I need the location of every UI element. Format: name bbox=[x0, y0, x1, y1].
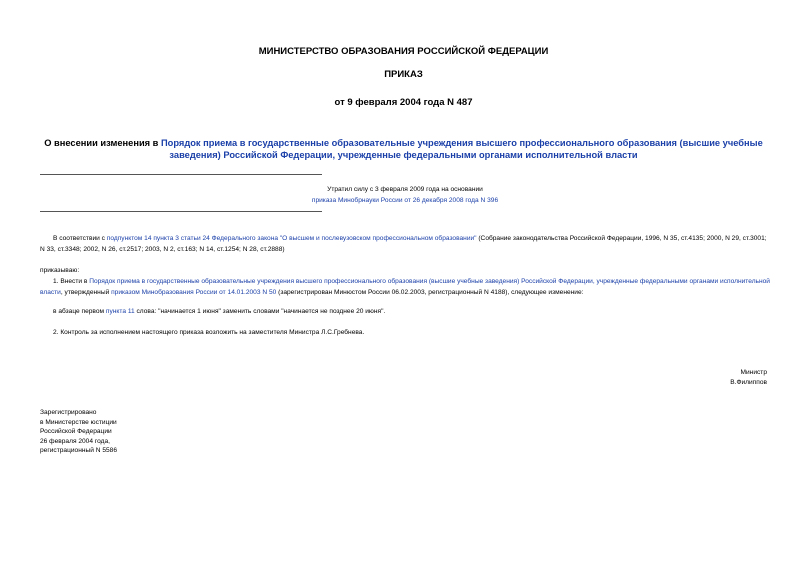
signature-block bbox=[730, 368, 767, 388]
registration-line: в Министерстве юстиции bbox=[40, 418, 117, 426]
title-link[interactable]: Порядок приема в государственные образовательные учреждения высшего профессионального образования (высшие учебные заведения) Российской Федерации, учрежденные федеральными органами исполнительной власти bbox=[160, 138, 763, 160]
lapsed-note bbox=[160, 184, 650, 206]
item-1-paragraph bbox=[40, 276, 770, 298]
item1-text-3: (зарегистрирован Минюстом России 06.02.2003, регистрационный N 4188), следующее изменение: bbox=[276, 289, 584, 296]
registration-line: Российской Федерации bbox=[40, 428, 112, 435]
signature-name: В.Филиппов bbox=[730, 379, 767, 386]
lapsed-link[interactable]: приказа Минобрнауки России от 26 декабря 2008 года N 396 bbox=[311, 197, 499, 204]
order-word: приказываю: bbox=[40, 267, 80, 274]
ministry-heading: МИНИСТЕРСТВО ОБРАЗОВАНИЯ РОССИЙСКОЙ ФЕДЕРАЦИИ bbox=[258, 46, 549, 57]
order-title bbox=[40, 137, 767, 161]
preamble-law-link[interactable]: подпунктом 14 пункта 3 статьи 24 Федерального закона "О высшем и послевузовском профессиональном образовании" bbox=[106, 235, 477, 242]
title-prefix: О внесении изменения в bbox=[44, 138, 161, 148]
item1-procedure-link[interactable]: Порядок приема в государственные образовательные учреждения высшего профессионального образования (высшие учебные заведения) Российской Федерации, учрежденные федеральными органами исполнительной власти bbox=[40, 278, 770, 296]
item1-text-2: , утвержденный bbox=[60, 289, 112, 296]
order-date-number: от 9 февраля 2004 года N 487 bbox=[334, 97, 473, 108]
lapsed-line1: Утратил силу с 3 февраля 2009 года на основании bbox=[327, 186, 483, 193]
registration-line: регистрационный N 5586 bbox=[40, 447, 118, 454]
order-heading: ПРИКАЗ bbox=[384, 69, 423, 80]
divider-top bbox=[40, 174, 322, 175]
item1-text-1: 1. Внести в bbox=[53, 278, 90, 285]
item-2-paragraph: 2. Контроль за исполнением настоящего приказа возложить на заместителя Министра Л.С.Гребнева. bbox=[53, 329, 365, 336]
change-paragraph bbox=[40, 306, 770, 317]
signature-position: Министр bbox=[740, 369, 767, 376]
preamble-text-1: В соответствии с bbox=[53, 235, 107, 242]
preamble-paragraph bbox=[40, 233, 770, 255]
registration-block bbox=[40, 408, 117, 456]
change-text-1: в абзаце первом bbox=[53, 308, 106, 315]
registration-line: 26 февраля 2004 года, bbox=[40, 437, 110, 445]
change-clause-link[interactable]: пункта 11 bbox=[105, 308, 135, 315]
registration-line: Зарегистрировано bbox=[40, 409, 97, 416]
change-text-2: слова: "начинается 1 июня" заменить словами "начинается не позднее 20 июня". bbox=[134, 308, 386, 315]
preamble-text-2: (Собрание законодательства Российской Федерации, 1996, N 35, ст.4135; 2000, N 29, ст.3001; N 33, ст.3348; 2002, N 26, ст.2517; 2003, N 2, ст.163; N 14, ст.1254; N 28, ст.2888) bbox=[40, 235, 767, 253]
divider-bottom bbox=[40, 211, 322, 212]
item1-order-link[interactable]: приказом Минобразования России от 14.01.2003 N 50 bbox=[111, 289, 277, 296]
